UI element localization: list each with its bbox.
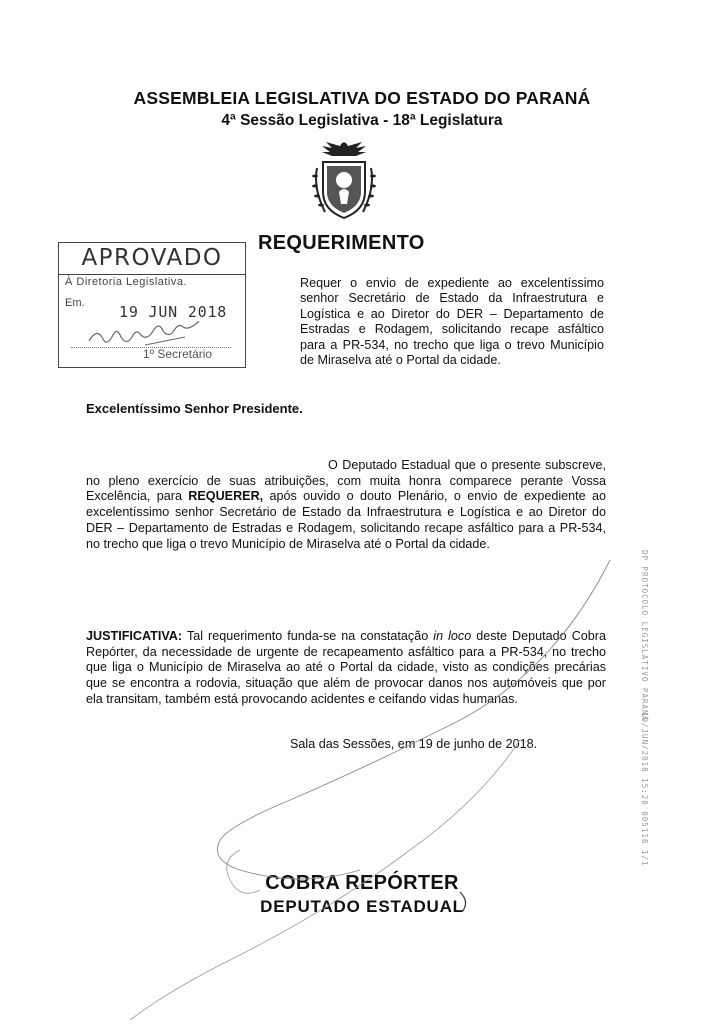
justification-label: JUSTIFICATIVA:: [86, 629, 183, 643]
stamp-status: APROVADO: [81, 245, 223, 271]
justification-in-loco: in loco: [433, 629, 472, 643]
assembly-title: ASSEMBLEIA LEGISLATIVA DO ESTADO DO PARANÁ: [133, 88, 591, 108]
stamp-signature: [85, 321, 205, 347]
stamp-secretary: 1º Secretário: [143, 347, 213, 361]
protocol-stamp-line1: DP PROTOCOLO LEGISLATIVO PARANÁ: [640, 550, 649, 721]
salutation: Excelentíssimo Senhor Presidente.: [86, 401, 303, 416]
stamp-recipient: À Diretoria Legislativa.: [65, 276, 188, 288]
stamp-date: 19 JUN 2018: [119, 303, 228, 321]
stamp-em-label: Em.: [65, 297, 85, 309]
coat-of-arms-icon: [303, 138, 385, 224]
protocol-stamp-line2: 19/JUN/2018 15:20 005118 1/1: [640, 712, 649, 867]
summary-paragraph: Requer o envio de expediente ao excelentíssimo senhor Secretário de Estado da Infraestrutura e Logística e ao Diretor do DER – Departamento de Estradas e Rodagem, solicitando recape asfáltico para a PR-534, no trecho que liga o trevo Município de Miraselva até o Portal da cidade.: [300, 276, 604, 368]
document-title: REQUERIMENTO: [258, 232, 425, 254]
justification-text-part1: Tal requerimento funda-se na constatação: [182, 629, 434, 643]
justification-text-part2: deste Deputado Cobra Repórter, da necessidade de urgente de recapeamento asfáltico para a PR-534, no trecho que liga o Município de Miraselva ao até o Portal da cidade, visto as condições precárias que se encontra a rodovia, situação que além de provocar danos nos automóveis que por ela transitam, também está provocando acidentes e ceifando vidas humanas.: [86, 629, 607, 706]
justification-paragraph: [86, 629, 606, 708]
request-keyword: REQUERER,: [188, 489, 264, 504]
request-text-part2: após ouvido o douto Plenário, o envio de expediente ao excelentíssimo senhor Secretário de Estado da Infraestrutura e Logística e ao Diretor do DER – Departamento de Estradas e Rodagem, solicitando recape asfáltico para a PR-534, no trecho que liga o trevo Município de Miraselva até o Portal da cidade.: [86, 489, 606, 551]
approval-stamp: [58, 242, 246, 368]
signer-role: DEPUTADO ESTADUAL: [260, 897, 464, 916]
request-paragraph: [86, 458, 606, 552]
place-and-date: Sala das Sessões, em 19 de junho de 2018.: [290, 737, 538, 751]
signer-name: COBRA REPÓRTER: [265, 872, 459, 894]
session-subtitle: 4ª Sessão Legislativa - 18ª Legislatura: [221, 112, 503, 129]
stamp-divider: [59, 274, 245, 275]
request-text-part1: O Deputado Estadual que o presente subscreve, no pleno exercício de suas atribuições, com muita honra comparece perante Vossa Excelência, para: [86, 458, 606, 504]
